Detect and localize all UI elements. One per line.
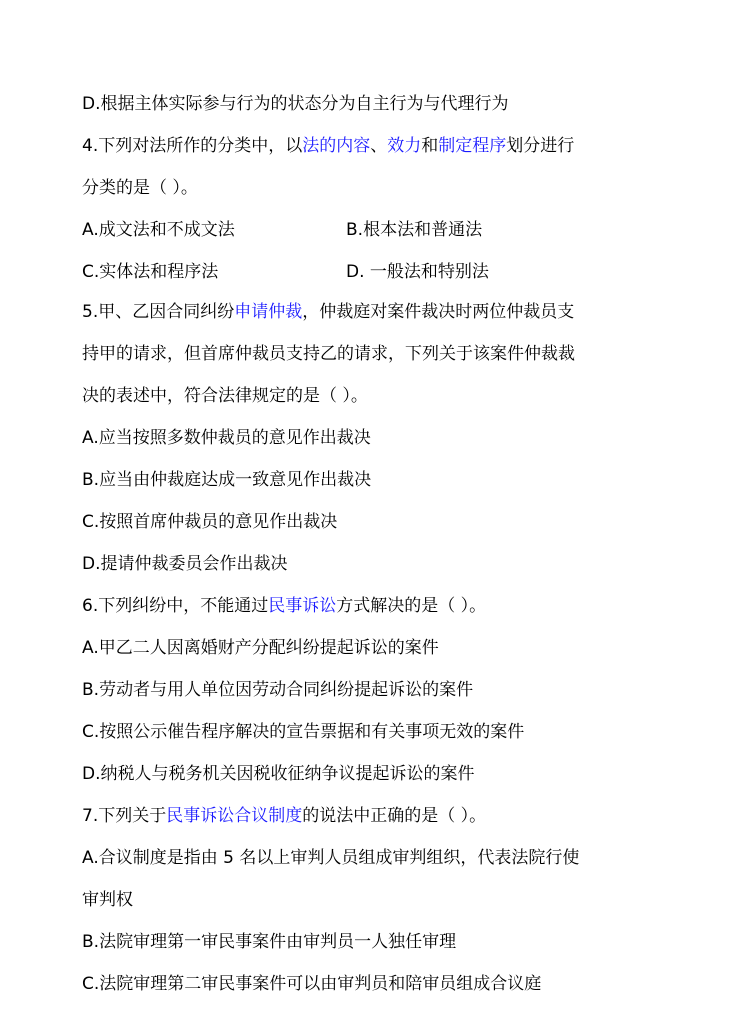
text-line-l11	[82, 510, 337, 534]
option-right: D. 一般法和特别法	[346, 262, 489, 282]
text-line-l9	[82, 426, 371, 450]
text-line-l21	[82, 930, 456, 954]
text-line-l7	[82, 342, 575, 366]
text-line-l22	[82, 972, 541, 996]
text-segment: D.根据主体实际参与行为的状态分为自主行为与代理行为	[82, 94, 509, 114]
text-segment: B.法院审理第一审民事案件由审判员一人独任审理	[82, 932, 457, 952]
text-segment: 持甲的请求，但首席仲裁员支持乙的请求，下列关于该案件仲裁裁	[82, 344, 575, 364]
text-segment: 6.下列纠纷中，不能通过	[82, 596, 269, 616]
option-left: A.成文法和不成文法	[82, 220, 235, 240]
text-segment: 分类的是（ ）。	[82, 178, 198, 198]
text-line-l10	[82, 468, 371, 492]
text-segment: C.按照首席仲裁员的意见作出裁决	[82, 512, 338, 532]
text-line-l18	[82, 804, 486, 828]
text-segment: C.按照公示催告程序解决的宣告票据和有关事项无效的案件	[82, 722, 525, 742]
text-line-l16	[82, 720, 524, 744]
text-segment: 审判权	[82, 890, 133, 910]
text-line-l15	[82, 678, 473, 702]
text-line-l19	[82, 846, 579, 870]
text-line-l12	[82, 552, 288, 576]
text-segment: A.甲乙二人因离婚财产分配纠纷提起诉讼的案件	[82, 638, 439, 658]
text-line-l20	[82, 888, 133, 912]
text-segment: D.提请仲裁委员会作出裁决	[82, 554, 288, 574]
text-segment: A.合议制度是指由 5 名以上审判人员组成审判组织，代表法院行使	[82, 848, 580, 868]
text-line-l14	[82, 636, 439, 660]
option-row-q4-cd	[82, 260, 489, 284]
option-left: C.实体法和程序法	[82, 262, 219, 282]
text-segment: 划分进行	[506, 136, 575, 156]
text-segment: 、	[370, 136, 388, 156]
text-segment: 决的表述中，符合法律规定的是（ ）。	[82, 386, 368, 406]
text-segment: C.法院审理第二审民事案件可以由审判员和陪审员组成合议庭	[82, 974, 542, 994]
option-right: B.根本法和普通法	[346, 220, 483, 240]
text-line-l17	[82, 762, 475, 786]
text-line-l2	[82, 134, 574, 158]
term-link[interactable]: 申请仲裁	[234, 302, 303, 322]
text-line-l1	[82, 92, 509, 116]
text-segment: 4.下列对法所作的分类中，以	[82, 136, 303, 156]
term-link[interactable]: 制定程序	[438, 136, 507, 156]
text-segment: ，仲裁庭对案件裁决时两位仲裁员支	[302, 302, 575, 322]
text-segment: 的说法中正确的是（ ）。	[302, 806, 487, 826]
text-segment: 方式解决的是（ ）。	[336, 596, 487, 616]
term-link[interactable]: 民事诉讼	[268, 596, 337, 616]
text-line-l3	[82, 176, 198, 200]
text-line-l13	[82, 594, 486, 618]
term-link[interactable]: 效力	[387, 136, 422, 156]
text-segment: 和	[421, 136, 439, 156]
text-segment: 7.下列关于	[82, 806, 167, 826]
text-segment: A.应当按照多数仲裁员的意见作出裁决	[82, 428, 371, 448]
text-line-l8	[82, 384, 368, 408]
text-line-l6	[82, 300, 574, 324]
term-link[interactable]: 法的内容	[302, 136, 371, 156]
term-link[interactable]: 民事诉讼合议制度	[166, 806, 303, 826]
option-row-q4-ab	[82, 218, 483, 242]
text-segment: B.劳动者与用人单位因劳动合同纠纷提起诉讼的案件	[82, 680, 474, 700]
text-segment: B.应当由仲裁庭达成一致意见作出裁决	[82, 470, 372, 490]
text-segment: D.纳税人与税务机关因税收征纳争议提起诉讼的案件	[82, 764, 475, 784]
text-segment: 5.甲、乙因合同纠纷	[82, 302, 235, 322]
